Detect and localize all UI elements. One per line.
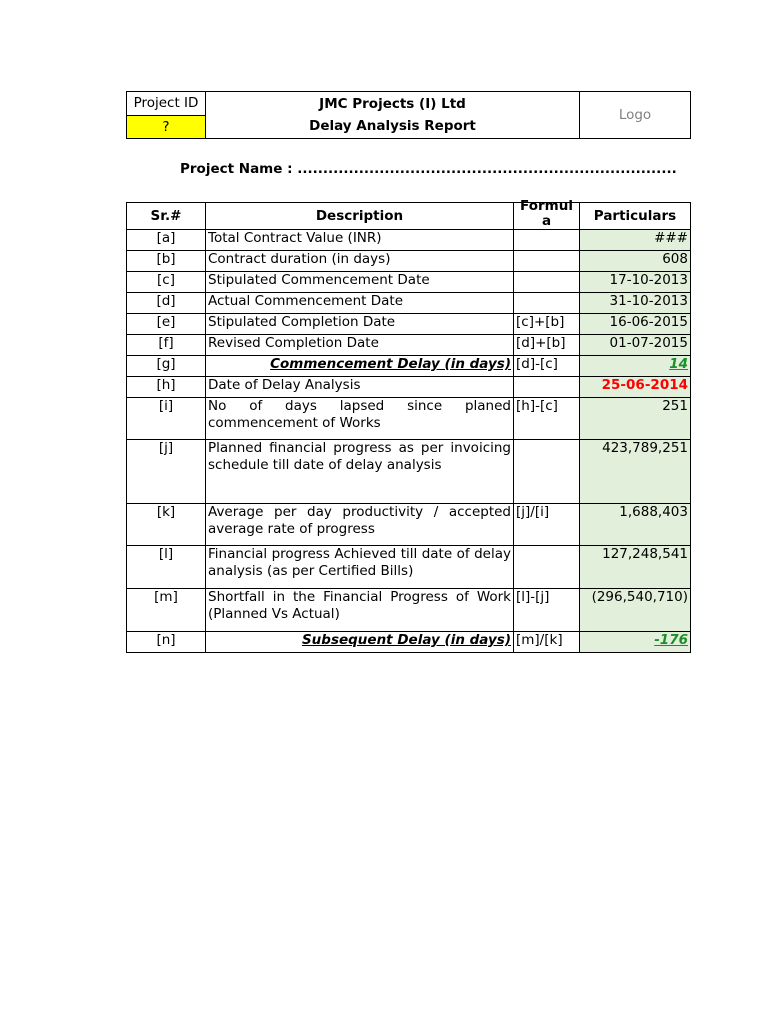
row-sr: [i] — [127, 398, 206, 440]
row-description: Stipulated Completion Date — [206, 314, 514, 335]
row-value[interactable]: 1,688,403 — [580, 504, 691, 546]
row-sr: [n] — [127, 632, 206, 653]
row-sr: [g] — [127, 356, 206, 377]
row-value[interactable]: ### — [580, 230, 691, 251]
table-row — [127, 251, 691, 272]
row-sr: [k] — [127, 504, 206, 546]
project-id-label: Project ID — [127, 92, 206, 116]
row-formula — [514, 251, 580, 272]
row-description: Planned financial progress as per invoicing schedule till date of delay analysis — [206, 440, 514, 504]
row-formula: [l]-[j] — [514, 589, 580, 632]
row-formula: [d]+[b] — [514, 335, 580, 356]
table-row — [127, 504, 691, 546]
project-id-value[interactable]: ? — [127, 115, 206, 139]
row-value[interactable]: -176 — [580, 632, 691, 653]
row-description: Total Contract Value (INR) — [206, 230, 514, 251]
row-sr: [l] — [127, 546, 206, 589]
table-row — [127, 272, 691, 293]
row-description: Average per day productivity / accepted average rate of progress — [206, 504, 514, 546]
report-title: Delay Analysis Report — [309, 118, 476, 134]
row-value[interactable]: 14 — [580, 356, 691, 377]
row-value[interactable]: (296,540,710) — [580, 589, 691, 632]
header-formula-text: Formul a — [520, 198, 573, 229]
row-sr: [j] — [127, 440, 206, 504]
row-sr: [c] — [127, 272, 206, 293]
row-description-highlight: Commencement Delay (in days) — [206, 356, 514, 377]
row-description: Stipulated Commencement Date — [206, 272, 514, 293]
row-value[interactable]: 16-06-2015 — [580, 314, 691, 335]
row-formula — [514, 546, 580, 589]
title-block — [206, 92, 580, 139]
row-sr: [f] — [127, 335, 206, 356]
row-value[interactable]: 127,248,541 — [580, 546, 691, 589]
delay-analysis-table — [126, 198, 691, 653]
report-header — [126, 91, 690, 139]
row-description: Date of Delay Analysis — [206, 377, 514, 398]
table-row — [127, 440, 691, 504]
row-formula — [514, 272, 580, 293]
row-formula: [h]-[c] — [514, 398, 580, 440]
row-value[interactable]: 423,789,251 — [580, 440, 691, 504]
row-formula: [c]+[b] — [514, 314, 580, 335]
table-row — [127, 314, 691, 335]
header-description: Description — [206, 203, 514, 230]
row-description: Financial progress Achieved till date of delay analysis (as per Certified Bills) — [206, 546, 514, 589]
row-formula: [m]/[k] — [514, 632, 580, 653]
row-sr: [m] — [127, 589, 206, 632]
row-value[interactable]: 31-10-2013 — [580, 293, 691, 314]
row-sr: [b] — [127, 251, 206, 272]
table-row — [127, 335, 691, 356]
header-table — [126, 91, 691, 139]
table-row — [127, 398, 691, 440]
row-sr: [e] — [127, 314, 206, 335]
delay-analysis-table-wrap — [126, 198, 690, 653]
row-formula — [514, 230, 580, 251]
header-formula — [514, 198, 580, 230]
row-description: Revised Completion Date — [206, 335, 514, 356]
table-row — [127, 377, 691, 398]
table-row — [127, 230, 691, 251]
row-description-highlight: Subsequent Delay (in days) — [206, 632, 514, 653]
row-value[interactable]: 01-07-2015 — [580, 335, 691, 356]
row-sr: [d] — [127, 293, 206, 314]
header-sr: Sr.# — [127, 203, 206, 230]
row-value[interactable]: 608 — [580, 251, 691, 272]
row-description: Actual Commencement Date — [206, 293, 514, 314]
row-formula — [514, 377, 580, 398]
row-formula: [d]-[c] — [514, 356, 580, 377]
row-description: Shortfall in the Financial Progress of Work (Planned Vs Actual) — [206, 589, 514, 632]
logo-placeholder: Logo — [580, 92, 691, 139]
table-row — [127, 293, 691, 314]
table-header-row — [127, 203, 691, 230]
table-row — [127, 356, 691, 377]
row-value[interactable]: 17-10-2013 — [580, 272, 691, 293]
row-value[interactable]: 25-06-2014 — [580, 377, 691, 398]
table-row — [127, 546, 691, 589]
table-row — [127, 589, 691, 632]
company-name: JMC Projects (I) Ltd — [319, 96, 466, 112]
row-value[interactable]: 251 — [580, 398, 691, 440]
row-sr: [a] — [127, 230, 206, 251]
row-sr: [h] — [127, 377, 206, 398]
row-description: No of days lapsed since planed commencement of Works — [206, 398, 514, 440]
project-name-line: Project Name : .......................................................................... — [180, 161, 677, 177]
row-formula — [514, 293, 580, 314]
table-row — [127, 632, 691, 653]
row-formula: [j]/[i] — [514, 504, 580, 546]
row-description: Contract duration (in days) — [206, 251, 514, 272]
row-formula — [514, 440, 580, 504]
header-particulars: Particulars — [580, 203, 691, 230]
